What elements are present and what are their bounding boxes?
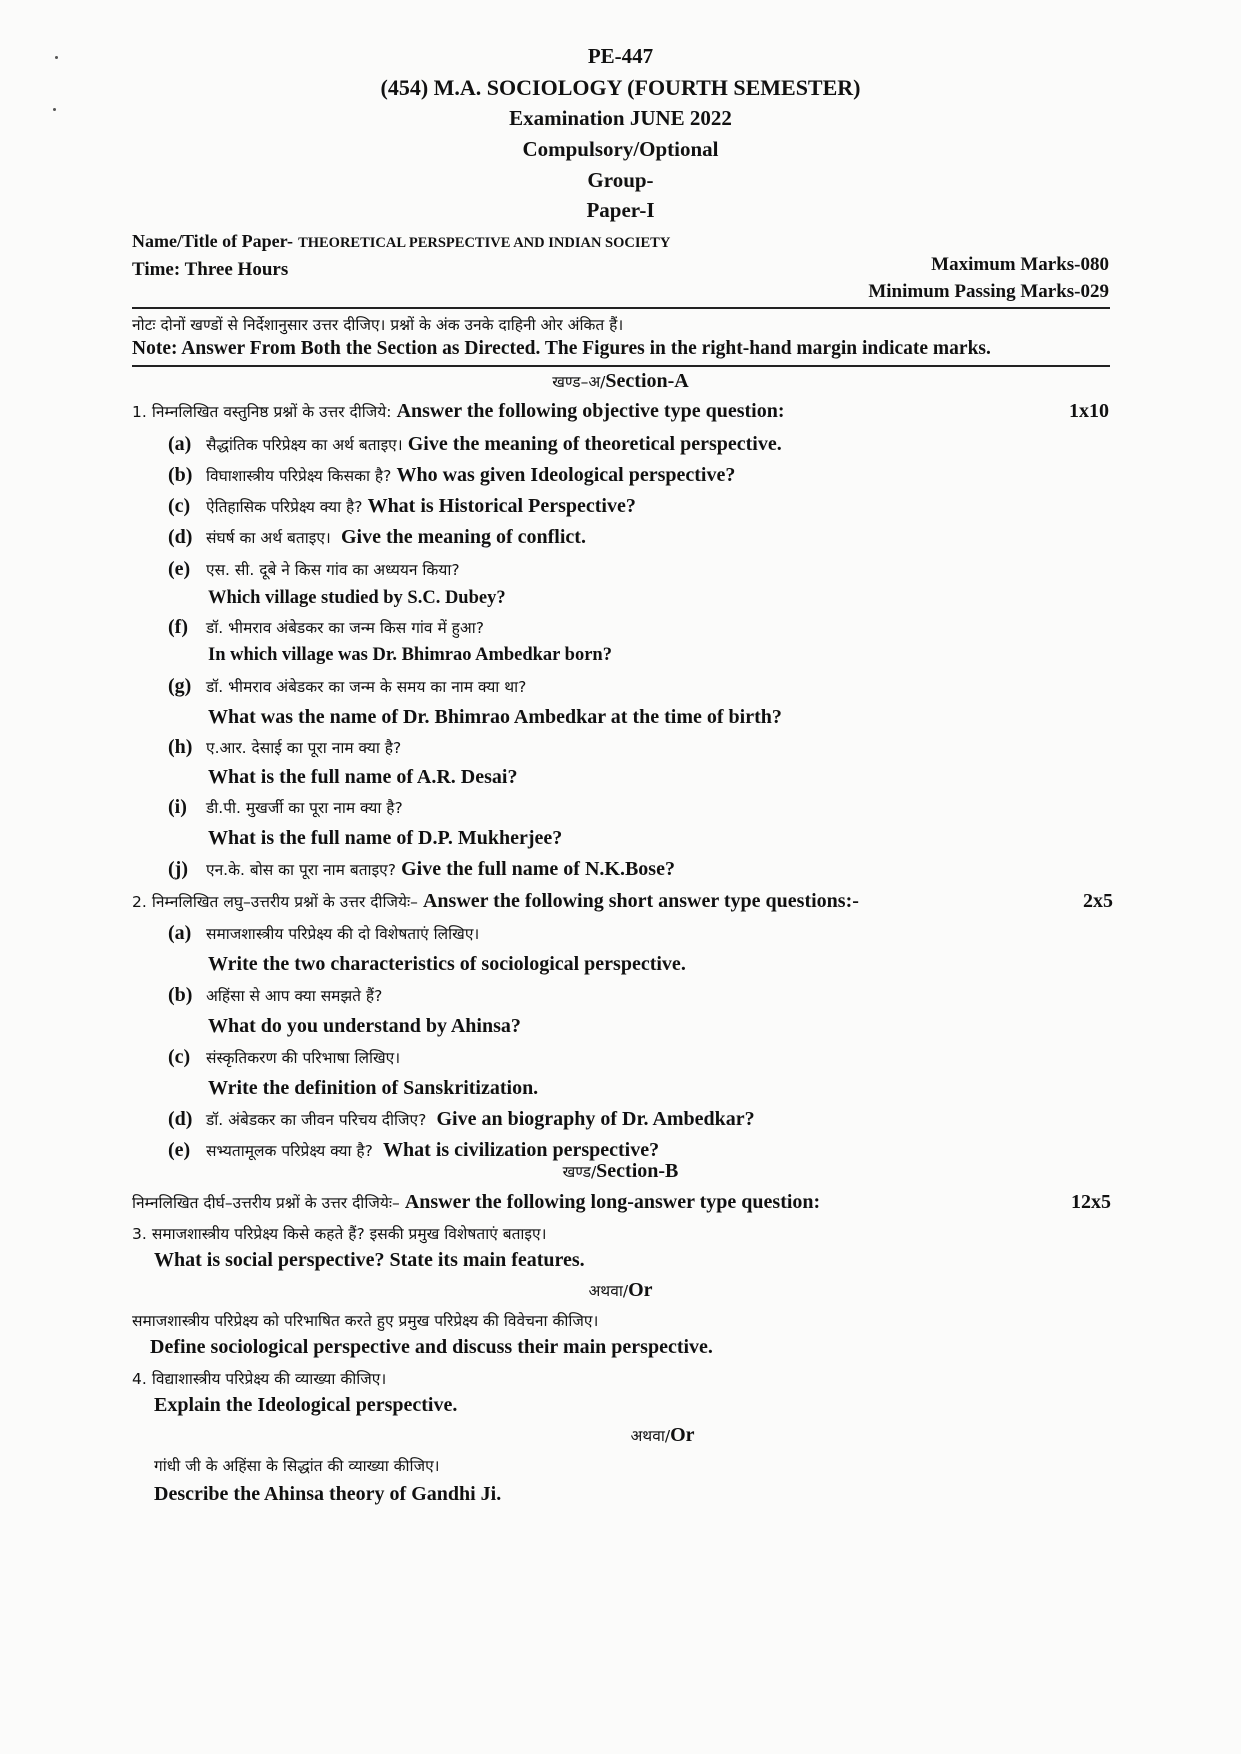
- q1-item-j: (j) एन.के. बोस का पूरा नाम बताइए? Give the full name of N.K.Bose?: [168, 858, 675, 880]
- question-3-alt-english: Define sociological perspective and discuss their main perspective.: [150, 1336, 713, 1358]
- q1-item-g-english: What was the name of Dr. Bhimrao Ambedkar at the time of birth?: [208, 706, 782, 728]
- question-4-english: Explain the Ideological perspective.: [154, 1394, 458, 1416]
- q1-item-c: (c) ऐतिहासिक परिप्रेक्ष्य क्या है? What is Historical Perspective?: [168, 495, 636, 517]
- section-b-instruction: निम्नलिखित दीर्घ–उत्तरीय प्रश्नों के उत्तर दीजियेः– Answer the following long-answer type question:: [132, 1191, 821, 1213]
- q2-item-a: (a) समाजशास्त्रीय परिप्रेक्ष्य की दो विशेषताएं लिखिए।: [168, 922, 480, 944]
- q2-item-d: (d) डॉ. अंबेडकर का जीवन परिचय दीजिए? Give an biography of Dr. Ambedkar?: [168, 1108, 755, 1130]
- group-label: Group-: [587, 168, 654, 192]
- section-b-marks: 12x5: [1071, 1191, 1111, 1213]
- q1-item-d: (d) संघर्ष का अर्थ बताइए। Give the meaning of conflict.: [168, 526, 586, 548]
- q1-item-f-english: In which village was Dr. Bhimrao Ambedkar born?: [208, 645, 612, 665]
- paper-code: PE-447: [587, 44, 654, 68]
- q1-item-a: (a) सैद्धांतिक परिप्रेक्ष्य का अर्थ बताइए। Give the meaning of theoretical perspective.: [168, 433, 782, 455]
- q2-item-e: (e) सभ्यतामूलक परिप्रेक्ष्य क्या है? What is civilization perspective?: [168, 1139, 660, 1161]
- question-3-english: What is social perspective? State its main features.: [154, 1249, 585, 1271]
- maximum-marks: Maximum Marks-080: [931, 254, 1109, 275]
- q1-item-g: (g) डॉ. भीमराव अंबेडकर का जन्म के समय का नाम क्या था?: [168, 675, 527, 697]
- paper-title-label: Name/Title of Paper-: [132, 231, 293, 251]
- paper-title-line: [132, 231, 670, 252]
- question-1-marks: 1x10: [1069, 400, 1109, 422]
- exam-session: Examination JUNE 2022: [509, 106, 732, 130]
- q1-item-i-english: What is the full name of D.P. Mukherjee?: [208, 827, 563, 849]
- q2-item-c-english: Write the definition of Sanskritization.: [208, 1077, 539, 1099]
- question-1-stem: 1. निम्नलिखित वस्तुनिष्ठ प्रश्नों के उत्तर दीजिये: Answer the following objective type question:: [132, 400, 785, 422]
- q1-item-e: (e) एस. सी. दूबे ने किस गांव का अध्ययन किया?: [168, 558, 460, 580]
- question-2-marks: 2x5: [1083, 890, 1113, 912]
- divider: [132, 365, 1110, 367]
- question-3-hindi: 3. समाजशास्त्रीय परिप्रेक्ष्य किसे कहते हैं? इसकी प्रमुख विशेषताएं बताइए।: [132, 1225, 547, 1243]
- q1-item-b: (b) विघाशास्त्रीय परिप्रेक्ष्य किसका है? Who was given Ideological perspective?: [168, 464, 736, 486]
- question-3-alt-hindi: समाजशास्त्रीय परिप्रेक्ष्य को परिभाषित करते हुए प्रमुख परिप्रेक्ष्य की विवेचना कीजिए।: [132, 1312, 599, 1330]
- q1-item-h: (h) ए.आर. देसाई का पूरा नाम क्या है?: [168, 736, 402, 758]
- note-hindi: नोटः दोनों खण्डों से निर्देशानुसार उत्तर दीजिए। प्रश्नों के अंक उनके दाहिनी ओर अंकित हैं।: [132, 316, 624, 334]
- or-separator: अथवा/Or: [630, 1424, 695, 1446]
- course-title: (454) M.A. SOCIOLOGY (FOURTH SEMESTER): [380, 75, 861, 100]
- q2-item-a-english: Write the two characteristics of sociological perspective.: [208, 953, 686, 975]
- paper-type: Compulsory/Optional: [522, 137, 719, 161]
- section-b-heading: खण्ड/Section-B: [562, 1160, 679, 1182]
- or-separator: अथवा/Or: [588, 1279, 653, 1301]
- question-4-alt-english: Describe the Ahinsa theory of Gandhi Ji.: [154, 1483, 502, 1505]
- q1-item-h-english: What is the full name of A.R. Desai?: [208, 766, 518, 788]
- paper-title-value: THEORETICAL PERSPECTIVE AND INDIAN SOCIETY: [298, 235, 671, 251]
- section-a-heading: खण्ड–अ/Section-A: [552, 370, 689, 392]
- q2-item-b-english: What do you understand by Ahinsa?: [208, 1015, 521, 1037]
- question-2-stem: 2. निम्नलिखित लघु–उत्तरीय प्रश्नों के उत्तर दीजियेः– Answer the following short answer type questions:-: [132, 890, 859, 912]
- time-allowed: Time: Three Hours: [132, 259, 289, 280]
- q2-item-c: (c) संस्कृतिकरण की परिभाषा लिखिए।: [168, 1046, 401, 1068]
- paper-number: Paper-I: [586, 198, 655, 222]
- question-4-alt-hindi: गांधी जी के अहिंसा के सिद्धांत की व्याख्या कीजिए।: [154, 1457, 440, 1475]
- q2-item-b: (b) अहिंसा से आप क्या समझते हैं?: [168, 984, 383, 1006]
- note-english: Note: Answer From Both the Section as Directed. The Figures in the right-hand margin indicate marks.: [132, 338, 991, 359]
- divider: [132, 307, 1110, 309]
- q1-item-f: (f) डॉ. भीमराव अंबेडकर का जन्म किस गांव में हुआ?: [168, 616, 484, 638]
- question-4-hindi: 4. विद्याशास्त्रीय परिप्रेक्ष्य की व्याख्या कीजिए।: [132, 1370, 387, 1388]
- q1-item-e-english: Which village studied by S.C. Dubey?: [208, 588, 506, 608]
- minimum-passing-marks: Minimum Passing Marks-029: [868, 281, 1109, 302]
- q1-item-i: (i) डी.पी. मुखर्जी का पूरा नाम क्या है?: [168, 796, 403, 818]
